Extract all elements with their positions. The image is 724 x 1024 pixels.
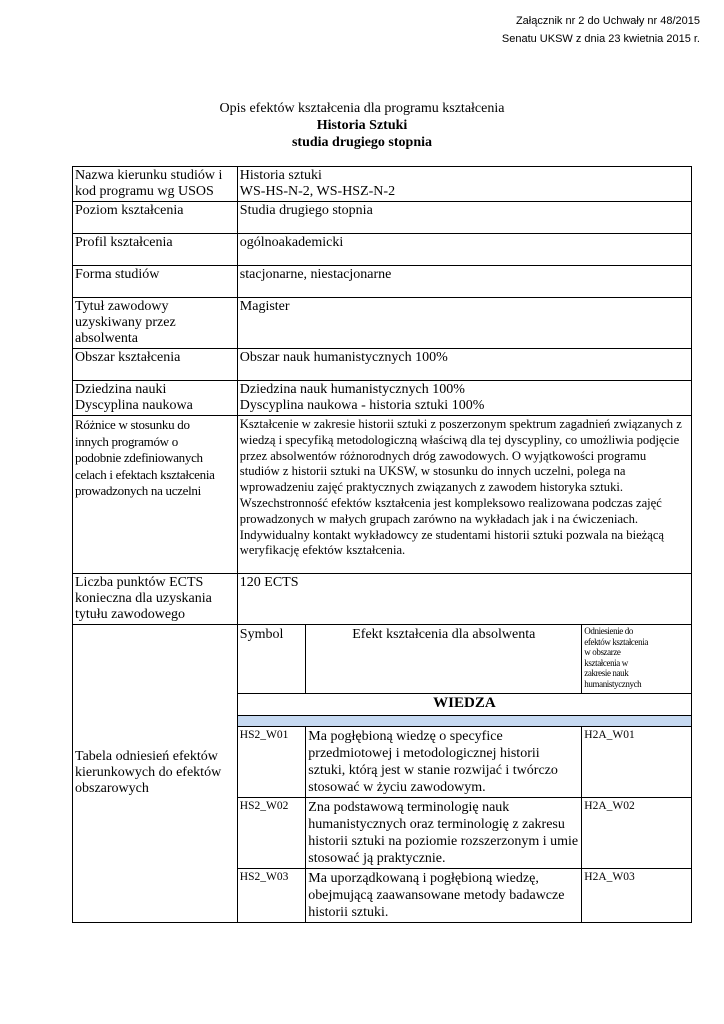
table-row: [238, 797, 691, 868]
row-degree-title: [73, 298, 692, 349]
field-of-study-value: Historia sztuki WS-HS-N-2, WS-HSZ-N-2: [237, 167, 691, 202]
effect-reference: H2A_W03: [582, 868, 691, 922]
row-ects: [73, 574, 692, 625]
row-differences: [73, 416, 692, 574]
degree-title-value: Magister: [237, 298, 691, 349]
program-description-table: [72, 166, 692, 923]
effects-reference-cell: [237, 625, 691, 923]
profile-label: Profil kształcenia: [73, 234, 238, 266]
effect-symbol: HS2_W01: [238, 726, 306, 797]
row-study-form: [73, 266, 692, 298]
section-color-bar: [238, 715, 691, 726]
effect-description: Zna podstawową terminologię nauk humanistycznych oraz terminologię z zakresu historii sztuki na poziomie rozszerzonym i umie stosować ją praktycznie.: [306, 797, 582, 868]
differences-value: Kształcenie w zakresie historii sztuki z poszerzonym spektrum zagadnień związanych z wiedzą i specyfiką metodologiczną właściwą dla tej dyscypliny, co umożliwia podjęcie przez absolwentów różnorodnych dróg zawodowych. O wyjątkowości programu studiów z historii sztuki na UKSW, w stosunku do innych uczelni, polega na wprowadzeniu zajęć praktycznych związanych z zawodem historyka sztuki. Wszechstronność efektów kształcenia jest kompleksowo realizowana podczas zajęć prowadzonych w małych grupach zarówno na wykładach jak i na ćwiczeniach. Indywidualny kontakt wykładowcy ze studentami historii sztuki pozwala na bieżącą weryfikację efektów kształcenia.: [237, 416, 691, 574]
study-form-label: Forma studiów: [73, 266, 238, 298]
table-row: [238, 868, 691, 922]
study-form-value: stacjonarne, niestacjonarne: [237, 266, 691, 298]
ects-label: Liczba punktów ECTS konieczna dla uzyskania tytułu zawodowego: [73, 574, 238, 625]
attachment-note-line2: Senatu UKSW z dnia 23 kwietnia 2015 r.: [501, 33, 700, 45]
field-of-study-label: Nazwa kierunku studiów i kod programu wg USOS: [73, 167, 238, 202]
effect-description: Ma pogłębioną wiedzę o specyfice przedmiotowej i metodologicznej historii sztuki, którą jest w stanie rozwijać i twórczo stosować w życiu zawodowym.: [306, 726, 582, 797]
row-effects-reference: [73, 625, 692, 923]
reference-header: Odniesienie do efektów kształcenia w obszarze kształcenia w zakresie nauk humanistycznych: [582, 625, 691, 693]
section-heading-wiedza: WIEDZA: [238, 693, 691, 715]
row-domain-discipline: [73, 381, 692, 416]
domain-discipline-label: Dziedzina nauki Dyscyplina naukowa: [73, 381, 238, 416]
title-program-name: Historia Sztuki: [316, 118, 408, 133]
attachment-note: [502, 12, 700, 48]
level-value: Studia drugiego stopnia: [237, 202, 691, 234]
level-label: Poziom kształcenia: [73, 202, 238, 234]
title-line1: Opis efektów kształcenia dla programu kształcenia: [219, 101, 505, 116]
profile-value: ogólnoakademicki: [237, 234, 691, 266]
symbol-header: Symbol: [238, 625, 306, 693]
row-area: [73, 349, 692, 381]
differences-label: Różnice w stosunku do innych programów o podobnie zdefiniowanych celach i efektach kształcenia prowadzonych na uczelni: [73, 416, 238, 574]
effects-header-row: [238, 625, 691, 693]
row-field-of-study: [73, 167, 692, 202]
area-label: Obszar kształcenia: [73, 349, 238, 381]
effect-reference: H2A_W02: [582, 797, 691, 868]
section-color-bar-row: [238, 715, 691, 726]
attachment-note-line1: Załącznik nr 2 do Uchwały nr 48/2015: [515, 15, 700, 27]
degree-title-label: Tytuł zawodowy uzyskiwany przez absolwenta: [73, 298, 238, 349]
domain-discipline-value: Dziedzina nauk humanistycznych 100% Dyscyplina naukowa - historia sztuki 100%: [237, 381, 691, 416]
section-row: [238, 693, 691, 715]
effect-symbol: HS2_W03: [238, 868, 306, 922]
table-row: [238, 726, 691, 797]
effects-reference-label: Tabela odniesień efektów kierunkowych do efektów obszarowych: [73, 625, 238, 923]
effect-reference: H2A_W01: [582, 726, 691, 797]
effects-table: [238, 625, 691, 922]
effect-symbol: HS2_W02: [238, 797, 306, 868]
ects-value: 120 ECTS: [237, 574, 691, 625]
row-level: [73, 202, 692, 234]
row-profile: [73, 234, 692, 266]
effect-header: Efekt kształcenia dla absolwenta: [306, 625, 582, 693]
effect-description: Ma uporządkowaną i pogłębioną wiedzę, obejmującą zaawansowane metody badawcze historii sztuki.: [306, 868, 582, 922]
area-value: Obszar nauk humanistycznych 100%: [237, 349, 691, 381]
title-degree-level: studia drugiego stopnia: [291, 135, 433, 150]
document-title: [0, 100, 724, 151]
